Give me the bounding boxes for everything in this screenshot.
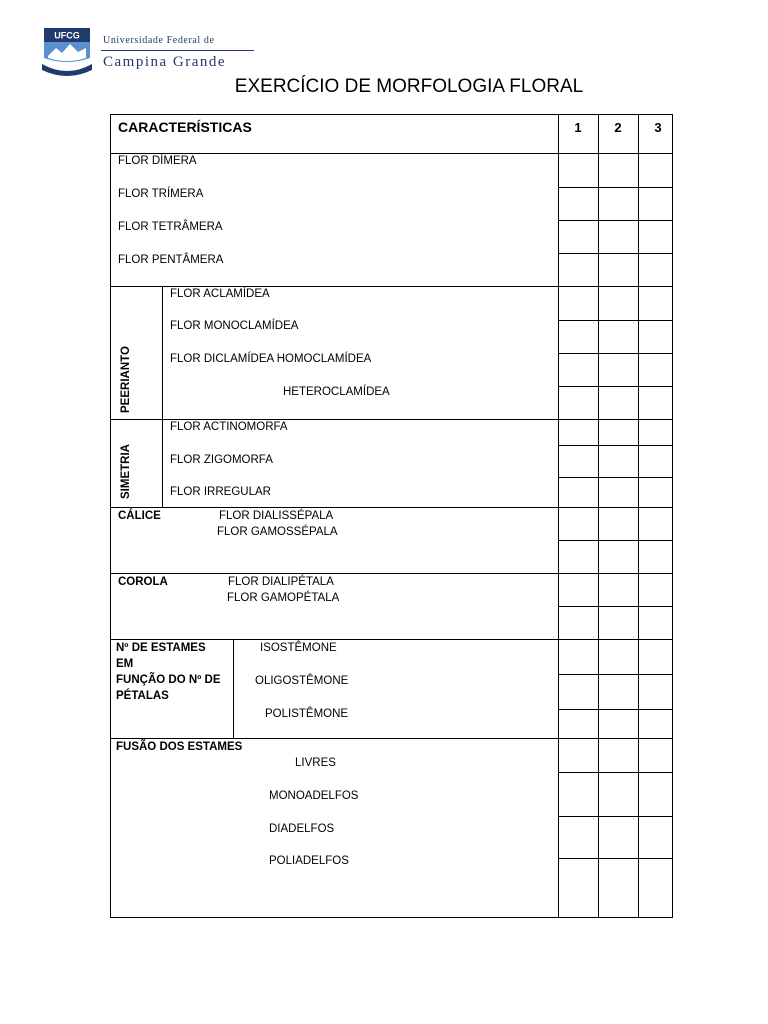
item-irregular: FLOR IRREGULAR xyxy=(170,486,271,498)
item-polistemone: POLISTÊMONE xyxy=(265,708,349,720)
col-divider-2 xyxy=(598,115,599,918)
ufcg-emblem-icon xyxy=(38,26,96,82)
item-flor-tetramera: FLOR TETRÂMERA xyxy=(118,221,223,233)
item-diclamidea-homoclamidea: FLOR DICLAMÍDEA HOMOCLAMÍDEA xyxy=(170,353,372,365)
morphology-table xyxy=(110,114,673,918)
estames-label-line-3: FUNÇÃO DO Nº DE xyxy=(116,674,221,686)
corola-label: COROLA xyxy=(118,576,168,588)
logo-badge: UFCG xyxy=(54,30,80,41)
cell-line xyxy=(558,220,673,221)
cell-line xyxy=(558,674,673,675)
item-aclamidea: FLOR ACLAMÍDEA xyxy=(170,288,270,300)
item-poliadelfos: POLIADELFOS xyxy=(269,855,349,867)
item-monoadelfos: MONOADELFOS xyxy=(269,790,359,802)
group-label-divider xyxy=(162,286,163,507)
perianto-label: PEERIANTO xyxy=(120,346,132,413)
logo-divider xyxy=(101,50,254,51)
item-dialipetala: FLOR DIALIPÉTALA xyxy=(228,576,334,588)
row-line xyxy=(111,573,673,574)
estames-label-line-1: Nº DE ESTAMES xyxy=(116,642,206,654)
logo-city-line: Campina Grande xyxy=(103,54,227,70)
cell-line xyxy=(558,187,673,188)
item-heteroclamidea: HETEROCLAMÍDEA xyxy=(283,386,390,398)
row-line xyxy=(111,639,673,640)
estames-label-divider xyxy=(233,639,234,738)
col-divider-3 xyxy=(638,115,639,918)
row-line xyxy=(111,507,673,508)
fusao-label: FUSÃO DOS ESTAMES xyxy=(116,741,243,753)
item-zigomorfa: FLOR ZIGOMORFA xyxy=(170,454,273,466)
cell-line xyxy=(558,353,673,354)
cell-line xyxy=(558,445,673,446)
item-monoclamidea: FLOR MONOCLAMÍDEA xyxy=(170,320,299,332)
cell-line xyxy=(558,540,673,541)
cell-line xyxy=(558,858,673,859)
item-diadelfos: DIADELFOS xyxy=(269,823,335,835)
cell-line xyxy=(558,386,673,387)
header-caracteristicas: CARACTERÍSTICAS xyxy=(118,119,252,135)
page-title: EXERCÍCIO DE MORFOLOGIA FLORAL xyxy=(234,76,584,97)
cell-line xyxy=(558,709,673,710)
cell-line xyxy=(558,816,673,817)
calice-label: CÁLICE xyxy=(118,510,161,522)
header-col-2: 2 xyxy=(614,120,622,135)
cell-line xyxy=(558,253,673,254)
item-gamossepala: FLOR GAMOSSÉPALA xyxy=(217,526,338,538)
row-line xyxy=(111,738,673,739)
header-col-1: 1 xyxy=(574,120,582,135)
cell-line xyxy=(558,320,673,321)
item-actinomorfa: FLOR ACTINOMORFA xyxy=(170,421,288,433)
header-col-3: 3 xyxy=(654,120,662,135)
cell-line xyxy=(558,606,673,607)
item-flor-trimera: FLOR TRÍMERA xyxy=(118,188,204,200)
cell-line xyxy=(558,772,673,773)
simetria-label: SIMETRIA xyxy=(120,444,132,499)
item-isostemone: ISOSTÊMONE xyxy=(260,642,337,654)
col-divider-1 xyxy=(558,115,559,918)
logo-university-line: Universidade Federal de xyxy=(103,35,215,46)
item-oligostemone: OLIGOSTÊMONE xyxy=(255,675,349,687)
item-dialissepala: FLOR DIALISSÉPALA xyxy=(219,510,334,522)
item-gamopetala: FLOR GAMOPÉTALA xyxy=(227,592,340,604)
estames-label-line-4: PÉTALAS xyxy=(116,690,169,702)
item-flor-dimera: FLOR DÍMERA xyxy=(118,155,197,167)
item-flor-pentamera: FLOR PENTÂMERA xyxy=(118,254,224,266)
estames-label-line-2: EM xyxy=(116,658,134,670)
item-livres: LIVRES xyxy=(295,757,336,769)
cell-line xyxy=(558,477,673,478)
